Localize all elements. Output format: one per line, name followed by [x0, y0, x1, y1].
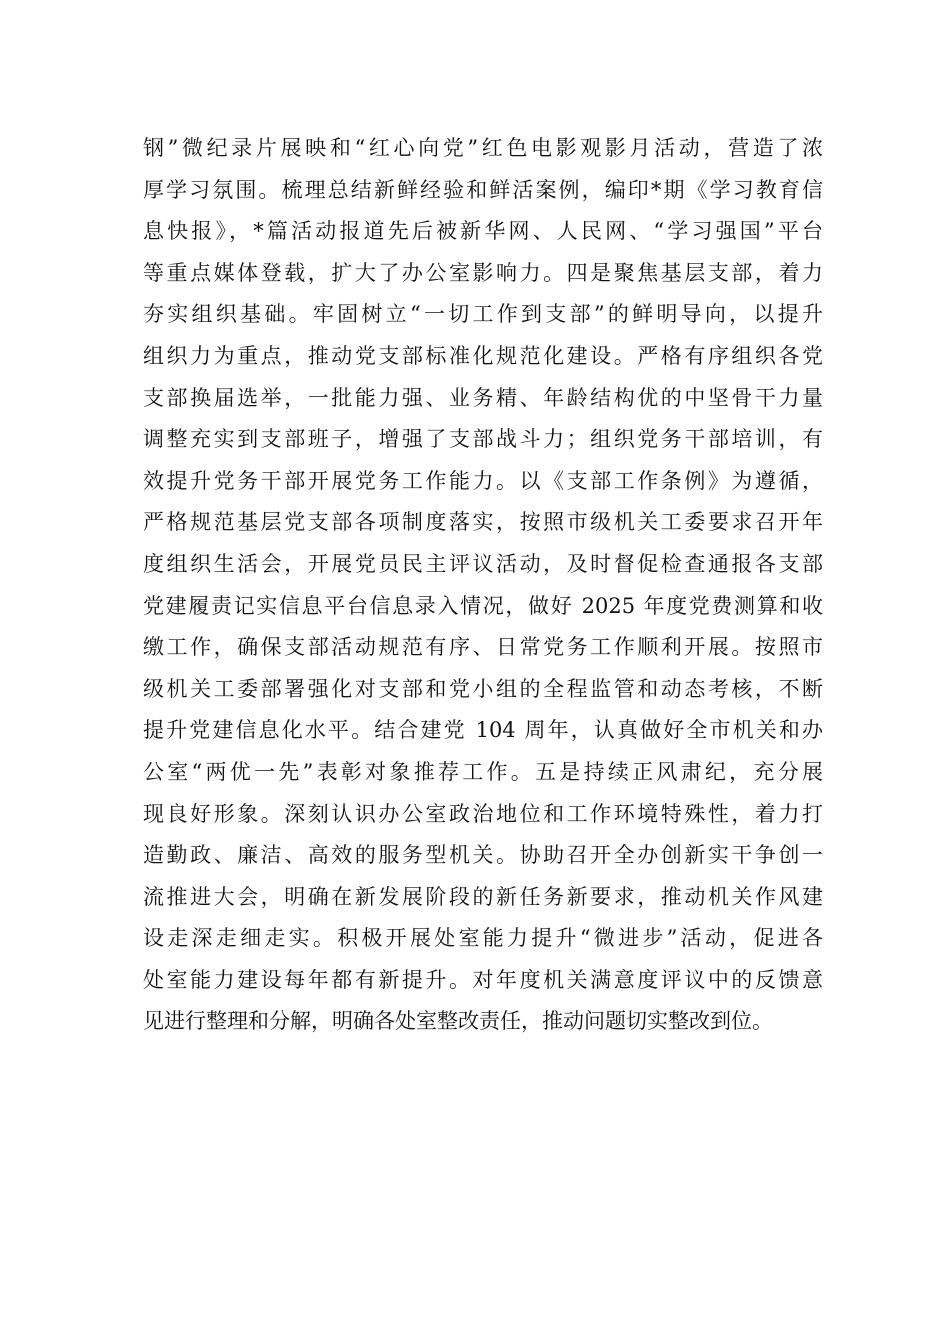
text-line: 钢”微纪录片展映和“红心向党”红色电影观影月活动，营造了浓	[143, 136, 823, 160]
text-line: 设走深走细走实。积极开展处室能力提升“微进步”活动，促进各	[143, 926, 823, 951]
text-line: 级机关工委部署强化对支部和党小组的全程监管和动态考核，不断	[143, 676, 823, 701]
text-line: 调整充实到支部班子，增强了支部战斗力；组织党务干部培训，有	[143, 427, 823, 452]
text-line: 造勤政、廉洁、高效的服务型机关。协助召开全办创新实干争创一	[143, 843, 823, 868]
text-line: 支部换届选举，一批能力强、业务精、年龄结构优的中坚骨干力量	[143, 385, 823, 410]
text-line: 见进行整理和分解，明确各处室整改责任，推动问题切实整改到位。	[143, 1009, 773, 1034]
text-line: 严格规范基层党支部各项制度落实，按照市级机关工委要求召开年	[143, 510, 823, 535]
body-paragraph	[143, 128, 823, 1043]
text-line: 效提升党务干部开展党务工作能力。以《支部工作条例》为遵循，	[143, 468, 823, 493]
text-line: 公室“两优一先”表彰对象推荐工作。五是持续正风肃纪，充分展	[143, 759, 823, 784]
text-line: 党建履责记实信息平台信息录入情况，做好 2025 年度党费测算和收	[143, 593, 823, 618]
text-line: 流推进大会，明确在新发展阶段的新任务新要求，推动机关作风建	[143, 884, 823, 909]
text-line: 度组织生活会，开展党员民主评议活动，及时督促检查通报各支部	[143, 551, 823, 576]
text-line: 息快报》，*篇活动报道先后被新华网、人民网、“学习强国”平台	[143, 219, 823, 244]
text-line: 现良好形象。深刻认识办公室政治地位和工作环境特殊性，着力打	[143, 801, 823, 826]
text-line: 提升党建信息化水平。结合建党 104 周年，认真做好全市机关和办	[143, 718, 823, 743]
text-line: 缴工作，确保支部活动规范有序、日常党务工作顺利开展。按照市	[143, 635, 823, 660]
text-line: 等重点媒体登载，扩大了办公室影响力。四是聚焦基层支部，着力	[143, 260, 823, 285]
text-line: 组织力为重点，推动党支部标准化规范化建设。严格有序组织各党	[143, 343, 823, 368]
text-line: 厚学习氛围。梳理总结新鲜经验和鲜活案例，编印*期《学习教育信	[143, 177, 823, 202]
text-line: 处室能力建设每年都有新提升。对年度机关满意度评议中的反馈意	[143, 967, 823, 992]
text-line: 夯实组织基础。牢固树立“一切工作到支部”的鲜明导向，以提升	[143, 302, 823, 327]
